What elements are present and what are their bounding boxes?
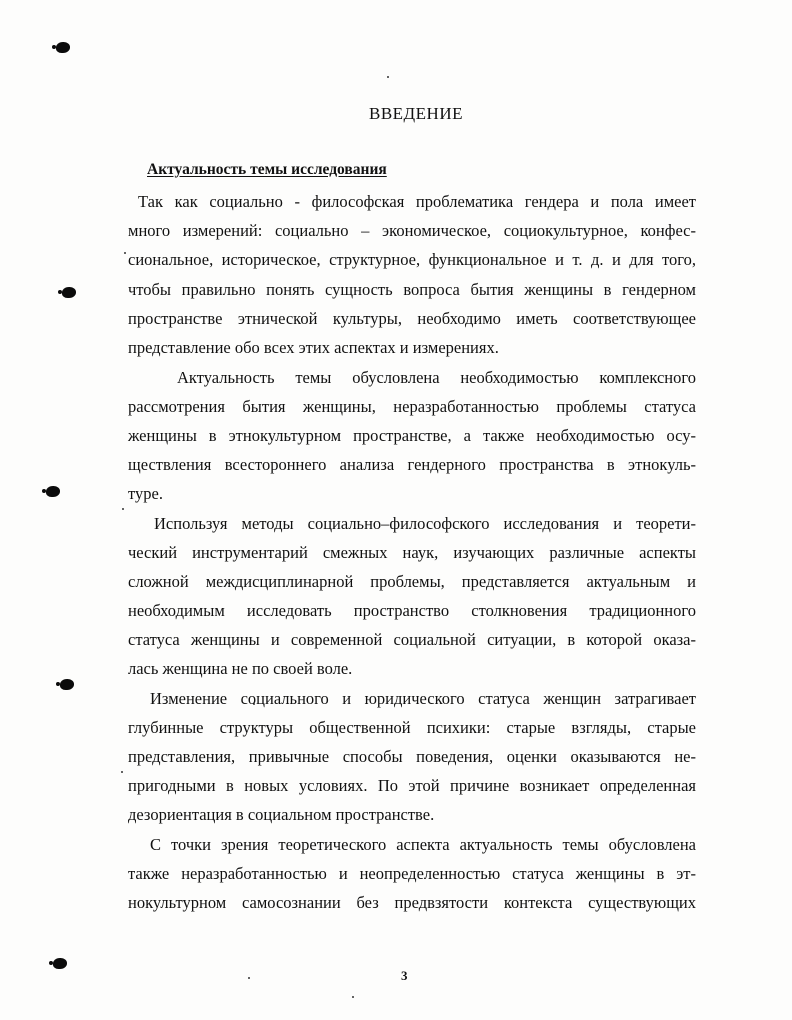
text-line: необходимым исследовать пространство столкновения традиционного xyxy=(128,601,696,620)
text-line: чтобы правильно понять сущность вопроса бытия женщины в гендерном xyxy=(128,280,696,299)
punch-hole-mark xyxy=(62,287,76,298)
text-line: нокультурном самосознании без предвзятости контекста существующих xyxy=(128,893,696,912)
text-line: сиональное, историческое, структурное, функциональное и т. д. и для того, xyxy=(128,250,696,269)
text-line: С точки зрения теоретического аспекта актуальность темы обусловлена xyxy=(150,835,696,854)
text-line: глубинные структуры общественной психики: старые взгляды, старые xyxy=(128,718,696,737)
punch-hole-mark xyxy=(46,486,60,497)
page-number: 3 xyxy=(401,968,408,983)
text-line: Актуальность темы обусловлена необходимостью комплексного xyxy=(177,368,696,387)
page-title: ВВЕДЕНИЕ xyxy=(369,104,463,123)
text-line: рассмотрения бытия женщины, неразработанностью проблемы статуса xyxy=(128,397,696,416)
scan-speck xyxy=(122,508,124,510)
text-line: представление обо всех этих аспектах и измерениях. xyxy=(128,338,499,357)
text-line: представления, привычные способы поведения, оценки оказываются не- xyxy=(128,747,696,766)
text-line: пространстве этнической культуры, необходимо иметь соответствующее xyxy=(128,309,696,328)
text-line: Так как социально - философская проблематика гендера и пола имеет xyxy=(138,192,696,211)
text-line: сложной междисциплинарной проблемы, представляется актуальным и xyxy=(128,572,696,591)
punch-hole-mark xyxy=(56,42,70,53)
text-line: статуса женщины и современной социальной ситуации, в которой оказа- xyxy=(128,630,696,649)
scan-speck xyxy=(121,771,123,773)
text-line: много измерений: социально – экономическое, социокультурное, конфес- xyxy=(128,221,696,240)
text-line: Изменение социального и юридического статуса женщин затрагивает xyxy=(150,689,696,708)
text-line: ческий инструментарий смежных наук, изучающих различные аспекты xyxy=(128,543,696,562)
text-line: также неразработанностью и неопределенностью статуса женщины в эт- xyxy=(128,864,696,883)
scan-speck xyxy=(124,252,126,254)
text-line: ществления всестороннего анализа гендерного пространства в этнокуль- xyxy=(128,455,696,474)
scan-speck xyxy=(387,76,389,78)
punch-hole-mark xyxy=(53,958,67,969)
section-heading: Актуальность темы исследования xyxy=(147,161,387,178)
text-line: лась женщина не по своей воле. xyxy=(128,659,353,678)
text-line: Используя методы социально–философского исследования и теорети- xyxy=(154,514,696,533)
scan-speck xyxy=(248,977,250,979)
punch-hole-mark xyxy=(60,679,74,690)
text-line: дезориентация в социальном пространстве. xyxy=(128,805,435,824)
scan-speck xyxy=(352,996,354,998)
text-line: пригодными в новых условиях. По этой причине возникает определенная xyxy=(128,776,696,795)
text-line: женщины в этнокультурном пространстве, а также необходимостью осу- xyxy=(128,426,696,445)
text-line: туре. xyxy=(128,484,163,503)
